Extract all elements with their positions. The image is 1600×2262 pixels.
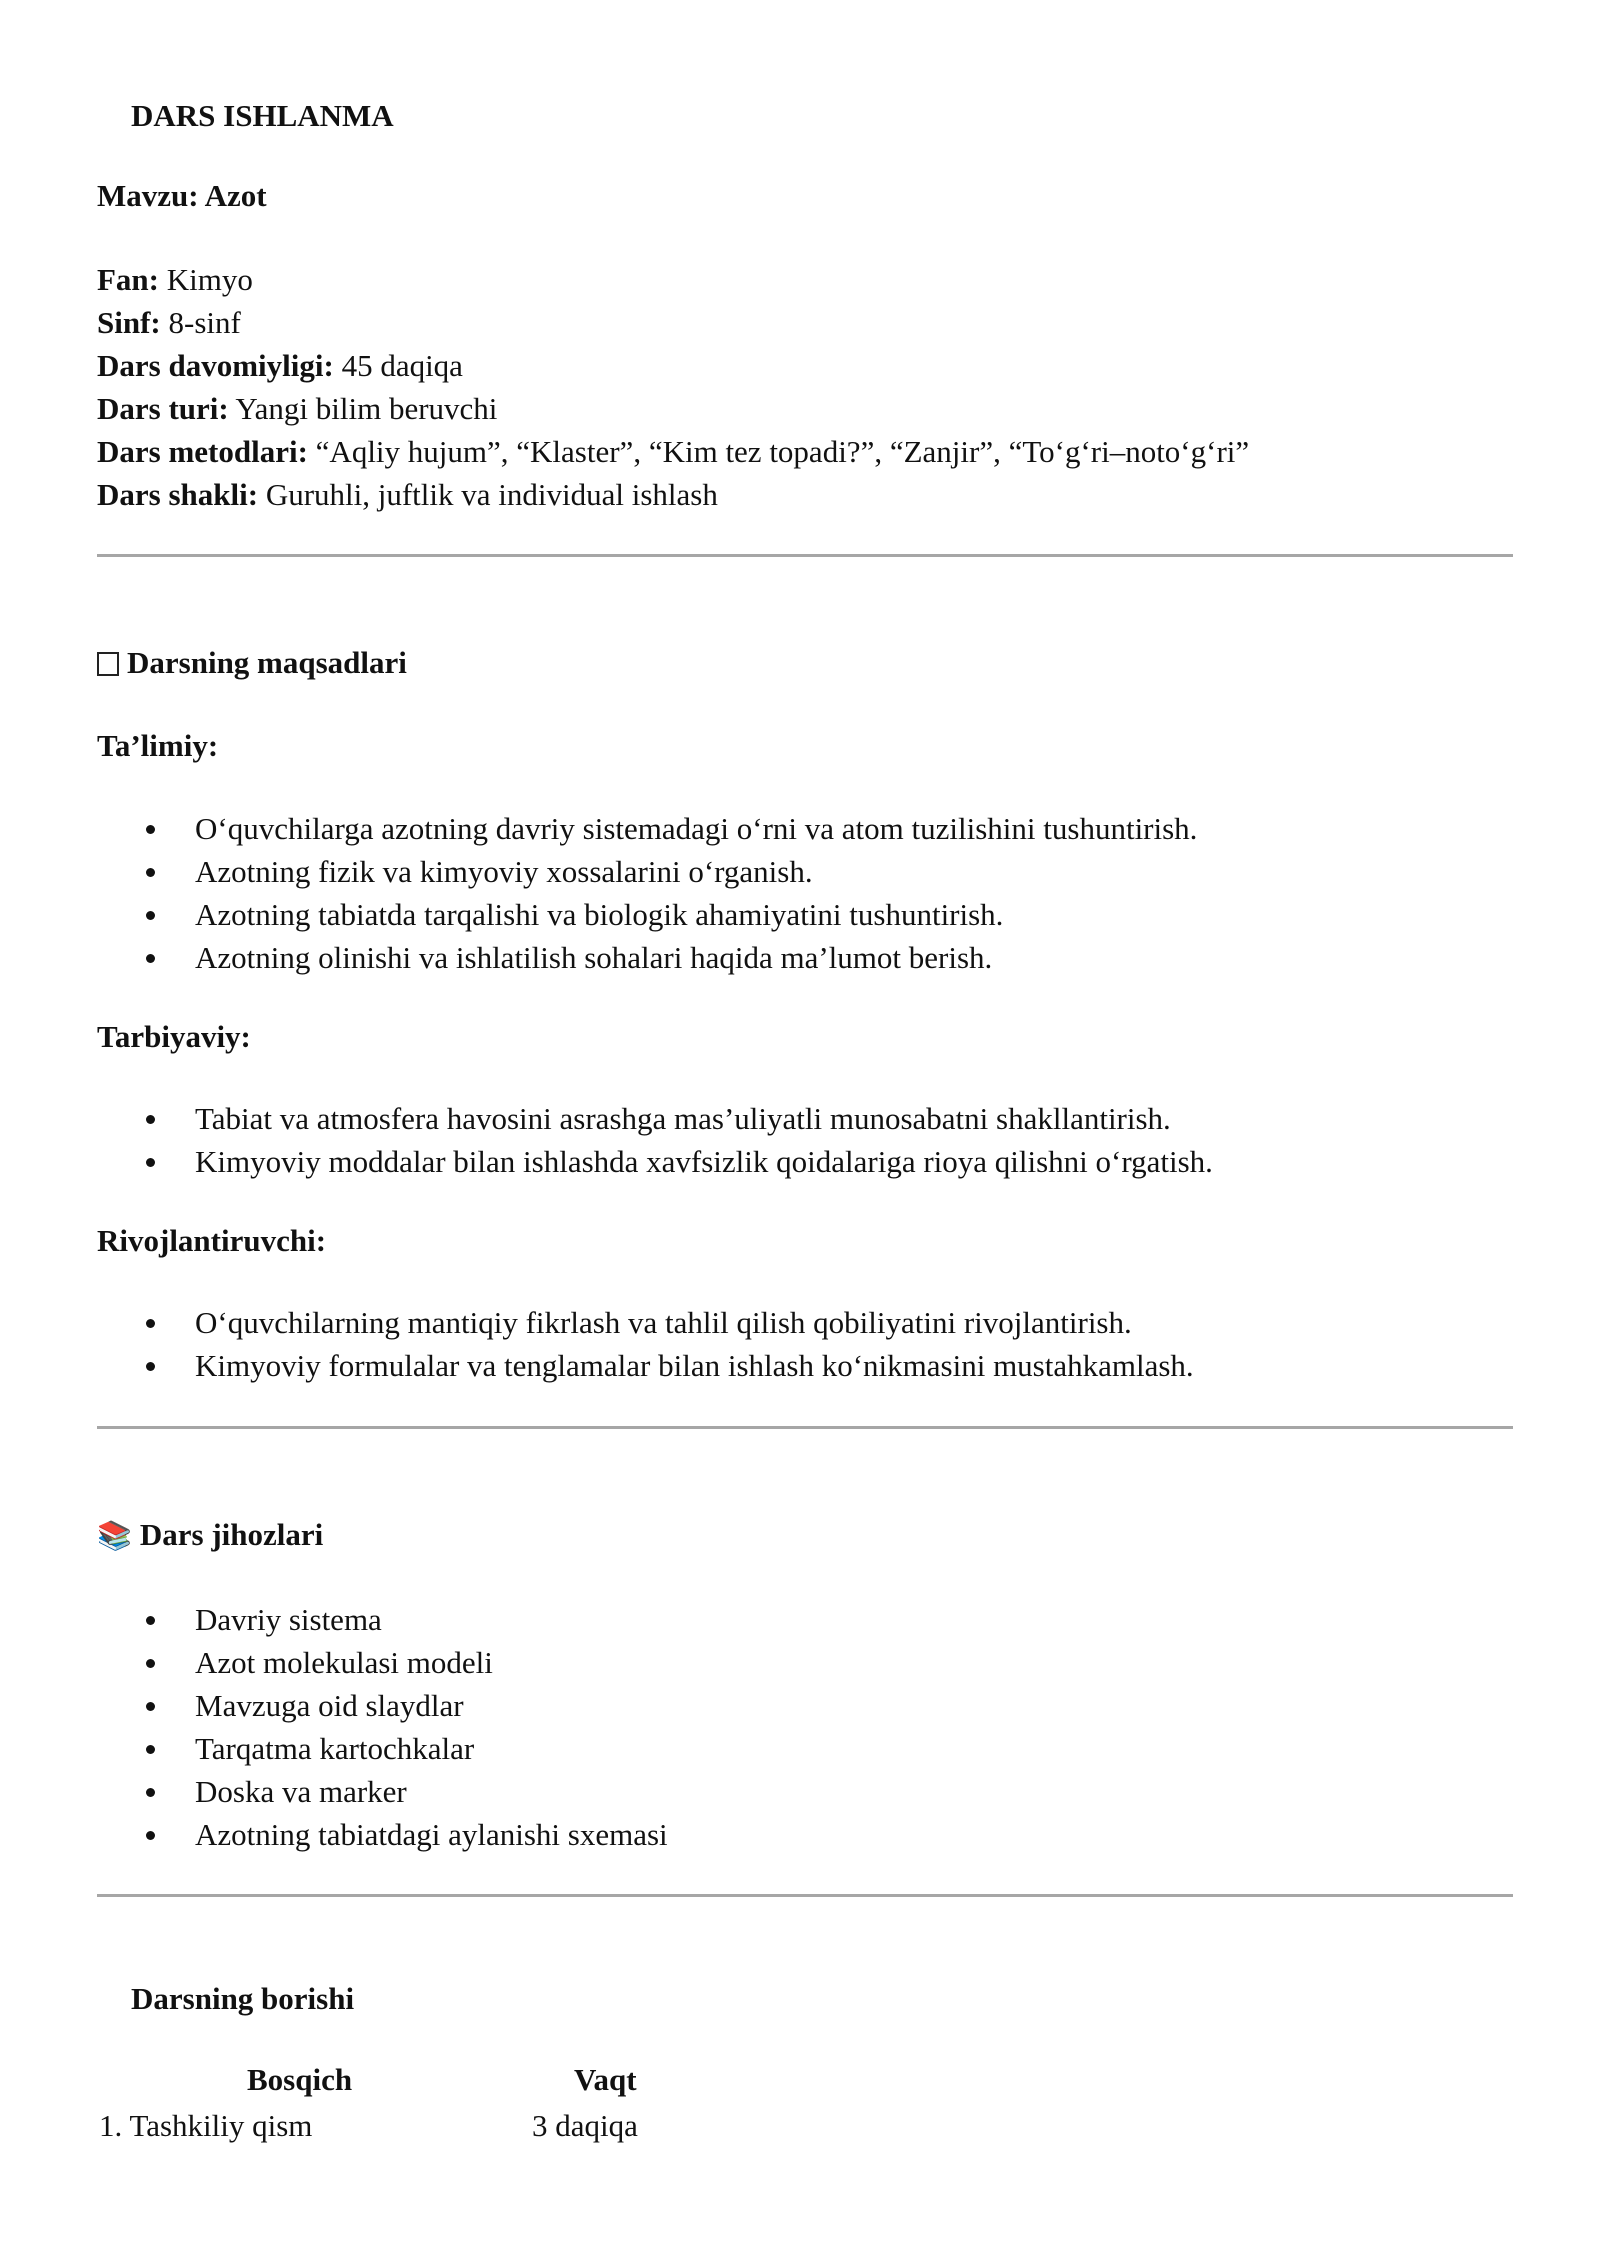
- missing-glyph-box-icon: [97, 652, 119, 676]
- document-title: DARS ISHLANMA: [131, 98, 394, 133]
- section-divider: [97, 1894, 1513, 1897]
- educational-goals-label: Ta’limiy:: [97, 728, 219, 763]
- meta-label: Dars turi:: [97, 391, 229, 426]
- educational-goals-list: [0, 807, 1197, 979]
- list-item: O‘quvchilarning mantiqiy fikrlash va tahlil qilish qobiliyatini rivojlantirish.: [0, 1301, 1194, 1344]
- developmental-goals-list: [0, 1301, 1194, 1387]
- meta-value: Yangi bilim beruvchi: [235, 391, 498, 426]
- section-divider: [97, 554, 1513, 557]
- bullet-icon: [146, 1115, 155, 1124]
- lesson-meta: [97, 258, 1249, 516]
- meta-row-form: [97, 473, 1249, 516]
- list-item: O‘quvchilarga azotning davriy sistemadagi o‘rni va atom tuzilishini tushuntirish.: [0, 807, 1197, 850]
- bullet-icon: [146, 1745, 155, 1754]
- meta-label: Dars davomiyligi:: [97, 348, 334, 383]
- upbringing-goals-list: [0, 1097, 1213, 1183]
- books-icon: 📚: [97, 1519, 132, 1552]
- bullet-icon: [146, 1158, 155, 1167]
- meta-label: Sinf:: [97, 305, 161, 340]
- list-item: Tarqatma kartochkalar: [0, 1727, 668, 1770]
- bullet-icon: [146, 1616, 155, 1625]
- meta-label: Fan:: [97, 262, 159, 297]
- table-cell-stage: 1. Tashkiliy qism: [99, 2108, 313, 2143]
- equipment-heading-text: Dars jihozlari: [139, 1517, 324, 1552]
- bullet-icon: [146, 1788, 155, 1797]
- equipment-heading: [97, 1517, 323, 1553]
- meta-row-duration: [97, 344, 1249, 387]
- list-item: Mavzuga oid slaydlar: [0, 1684, 668, 1727]
- lesson-flow-heading: Darsning borishi: [131, 1981, 355, 2016]
- bullet-icon: [146, 954, 155, 963]
- bullet-icon: [146, 1702, 155, 1711]
- list-item: Kimyoviy moddalar bilan ishlashda xavfsizlik qoidalariga rioya qilishni o‘rgatish.: [0, 1140, 1213, 1183]
- bullet-icon: [146, 911, 155, 920]
- goals-heading: [97, 645, 407, 681]
- table-cell-time: 3 daqiqa: [532, 2108, 638, 2143]
- bullet-icon: [146, 825, 155, 834]
- bullet-icon: [146, 1362, 155, 1371]
- developmental-goals-label: Rivojlantiruvchi:: [97, 1223, 327, 1258]
- meta-value: 8-sinf: [168, 305, 241, 340]
- table-header-stage: Bosqich: [247, 2062, 353, 2097]
- list-item: Azotning tabiatda tarqalishi va biologik ahamiyatini tushuntirish.: [0, 893, 1197, 936]
- list-item: Doska va marker: [0, 1770, 668, 1813]
- section-divider: [97, 1426, 1513, 1429]
- meta-row-subject: [97, 258, 1249, 301]
- meta-row-grade: [97, 301, 1249, 344]
- list-item: Tabiat va atmosfera havosini asrashga mas’uliyatli munosabatni shakllantirish.: [0, 1097, 1213, 1140]
- bullet-icon: [146, 1319, 155, 1328]
- list-item: Davriy sistema: [0, 1598, 668, 1641]
- bullet-icon: [146, 1831, 155, 1840]
- list-item: Azotning olinishi va ishlatilish sohalari haqida ma’lumot berish.: [0, 936, 1197, 979]
- lesson-topic: Mavzu: Azot: [97, 178, 267, 213]
- goals-heading-text: Darsning maqsadlari: [127, 645, 407, 680]
- list-item: Azotning tabiatdagi aylanishi sxemasi: [0, 1813, 668, 1856]
- bullet-icon: [146, 868, 155, 877]
- meta-label: Dars shakli:: [97, 477, 259, 512]
- table-header-time: Vaqt: [574, 2062, 637, 2097]
- list-item: Azotning fizik va kimyoviy xossalarini o‘rganish.: [0, 850, 1197, 893]
- upbringing-goals-label: Tarbiyaviy:: [97, 1019, 251, 1054]
- meta-value: “Aqliy hujum”, “Klaster”, “Kim tez topadi?”, “Zanjir”, “To‘g‘ri–noto‘g‘ri”: [315, 434, 1250, 469]
- meta-label: Dars metodlari:: [97, 434, 308, 469]
- equipment-list: [0, 1598, 668, 1856]
- meta-value: Kimyo: [166, 262, 253, 297]
- meta-row-methods: [97, 430, 1249, 473]
- list-item: Azot molekulasi modeli: [0, 1641, 668, 1684]
- meta-value: Guruhli, juftlik va individual ishlash: [265, 477, 718, 512]
- list-item: Kimyoviy formulalar va tenglamalar bilan ishlash ko‘nikmasini mustahkamlash.: [0, 1344, 1194, 1387]
- meta-value: 45 daqiqa: [341, 348, 463, 383]
- bullet-icon: [146, 1659, 155, 1668]
- meta-row-type: [97, 387, 1249, 430]
